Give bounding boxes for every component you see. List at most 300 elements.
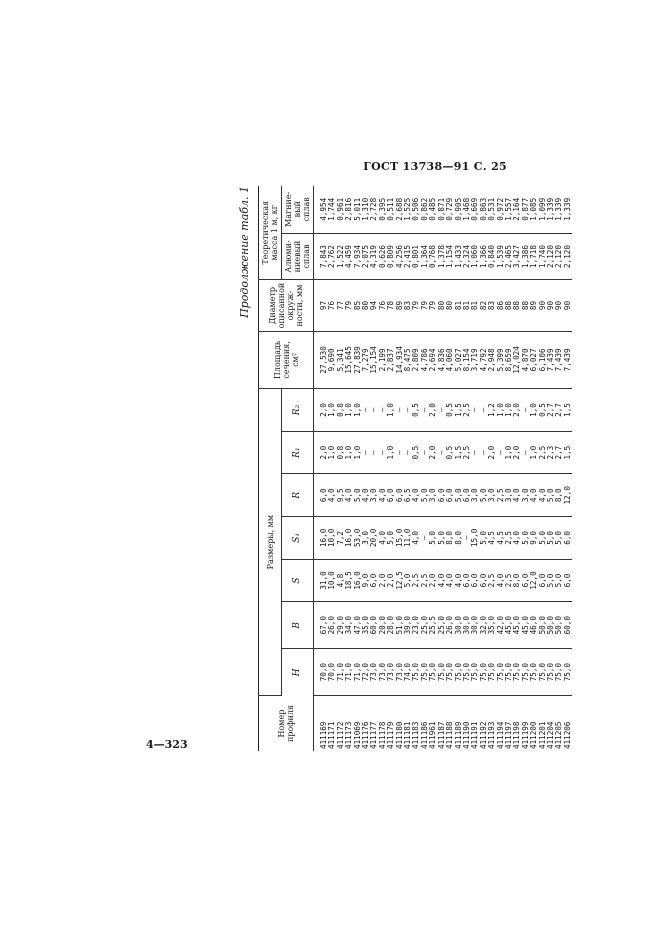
table-cell: 74,0 (404, 649, 412, 696)
table-cell: 75,0 (471, 649, 479, 696)
table-cell: — (522, 431, 530, 474)
table-cell: — (522, 389, 530, 432)
header-s: S (282, 559, 314, 602)
table-cell: 45,0 (513, 602, 521, 649)
table-cell: 12,0 (564, 474, 572, 517)
header-sizes-group: Размеры, мм (259, 389, 282, 696)
table-cell: 90 (539, 280, 547, 331)
table-cell: 71,0 (345, 649, 353, 696)
table-cell: 10,0 (328, 559, 336, 602)
table-cell: 411204 (545, 721, 555, 749)
table-cell: 1,378 (438, 233, 446, 280)
table-cell: 8,0 (555, 474, 563, 517)
table-cell: 2,5 (463, 389, 471, 432)
table-cell: 73,0 (370, 649, 378, 696)
table-cell: 86 (497, 280, 505, 331)
header-b: B (282, 602, 314, 649)
table-cell: 6,0 (438, 474, 446, 517)
table-cell: 6,106 (539, 331, 547, 389)
table-cell: 0,809 (387, 233, 395, 280)
table-cell: 7,439 (547, 331, 555, 389)
table-cell: 15,645 (345, 331, 353, 389)
header-diameter: Диаметр описанной окруж-ности, мм (259, 280, 314, 331)
table-cell: 4,8 (337, 559, 345, 602)
table-cell: 8,475 (404, 331, 412, 389)
table-cell: 11,0 (404, 517, 412, 560)
table-cell: 4,5 (497, 517, 505, 560)
table-cell: 1,0 (497, 389, 505, 432)
table-cell: 26,0 (328, 602, 336, 649)
table-cell: 0,5 (446, 431, 454, 474)
table-cell: 4,0 (362, 474, 370, 517)
table-cell: 0,871 (438, 186, 446, 233)
rotated-table-block (238, 186, 572, 751)
table-cell: 0,877 (522, 186, 530, 233)
table-cell: 1,0 (505, 431, 513, 474)
table-cell: 90 (564, 280, 572, 331)
profile-table (258, 186, 572, 751)
header-mass-group: Теоретическая масса 1 м, кг (259, 186, 282, 280)
table-cell: 75,0 (555, 649, 563, 696)
table-cell: 1,0 (328, 389, 336, 432)
table-cell: 79 (421, 280, 429, 331)
table-cell: 4,060 (446, 331, 454, 389)
table-cell: 88 (513, 280, 521, 331)
table-cell: 4,0 (446, 559, 454, 602)
table-cell: 411199 (520, 721, 530, 749)
table-cell: 47,0 (354, 602, 362, 649)
table-cell: 16,0 (354, 559, 362, 602)
table-cell: 75,0 (530, 649, 538, 696)
table-cell: 0,801 (412, 233, 420, 280)
table-cell: 3,0 (362, 517, 370, 560)
table-cell: — (471, 431, 479, 474)
header-aluminium: Алюми-ниевый сплав (282, 233, 314, 280)
table-cell: 0,5 (539, 389, 547, 432)
table-cell: 83 (488, 280, 496, 331)
table-cell: 20,0 (379, 602, 387, 649)
table-cell: 29,0 (337, 602, 345, 649)
table-cell: 0,840 (488, 233, 496, 280)
header-magnesium: Магние-вый сплав (282, 186, 314, 233)
table-cell: 27,530 (314, 331, 329, 389)
table-cell: 0,506 (412, 186, 420, 233)
table-cell: 1,0 (530, 389, 538, 432)
table-cell: 6,5 (404, 474, 412, 517)
table-cell: 2,7 (555, 431, 563, 474)
table-cell: 4,319 (370, 233, 378, 280)
table-cell: 28,0 (387, 602, 395, 649)
table-cell: 6,0 (471, 559, 479, 602)
table-cell: 50,0 (555, 602, 563, 649)
table-cell: 2,3 (547, 431, 555, 474)
table-cell: — (480, 431, 488, 474)
table-cell: 80 (438, 280, 446, 331)
table-cell: 1,525 (404, 186, 412, 233)
table-cell: 4,256 (396, 233, 404, 280)
table-cell: 72,0 (362, 649, 370, 696)
table-cell: 0,961 (337, 186, 345, 233)
table-cell: 30,0 (455, 602, 463, 649)
table-cell: 25,0 (421, 602, 429, 649)
table-cell: 75,0 (539, 649, 547, 696)
table-cell: 8,0 (513, 559, 521, 602)
table-cell: 2,415 (404, 233, 412, 280)
table-cell: 75,0 (513, 649, 521, 696)
table-cell: 6,0 (446, 474, 454, 517)
table-cell: 1,339 (555, 186, 563, 233)
table-cell: 51,0 (396, 602, 404, 649)
table-cell: 1,154 (446, 233, 454, 280)
table-cell: 1,0 (530, 431, 538, 474)
table-cell: 2,837 (387, 331, 395, 389)
table-cell: — (438, 431, 446, 474)
table-cell: 81 (455, 280, 463, 331)
table-cell: 411172 (335, 721, 345, 749)
table-cell: 80 (446, 280, 454, 331)
table-cell: 1,0 (345, 389, 353, 432)
table-cell: 83 (404, 280, 412, 331)
table-cell: 411180 (394, 721, 404, 749)
table-cell: 4,5 (488, 517, 496, 560)
table-cell: 75,0 (564, 649, 572, 696)
table-cell: — (463, 517, 471, 560)
table-cell: 89 (396, 280, 404, 331)
table-cell: 73,0 (396, 649, 404, 696)
table-cell: 1,0 (354, 389, 362, 432)
table-cell: 2,5 (463, 431, 471, 474)
table-cell: 4,0 (379, 517, 387, 560)
table-cell: 88 (505, 280, 513, 331)
table-cell: 2,0 (429, 559, 437, 602)
table-cell: 1,099 (539, 186, 547, 233)
table-cell: 30,0 (463, 602, 471, 649)
table-cell: 2,120 (564, 233, 572, 280)
table-cell: 1,2 (488, 389, 496, 432)
table-cell: 23,0 (412, 602, 420, 649)
table-caption: Продолжение табл. 1 (238, 186, 251, 318)
table-cell: 8,659 (505, 331, 513, 389)
table-cell: — (370, 389, 378, 432)
table-cell: 1,740 (539, 233, 547, 280)
table-cell: 4,954 (314, 186, 329, 233)
table-cell: 75,0 (455, 649, 463, 696)
table-cell: 411179 (386, 721, 396, 749)
table-cell: 90 (555, 280, 563, 331)
table-cell: 1,0 (387, 389, 395, 432)
table-cell: 5,011 (354, 186, 362, 233)
table-cell: 42,0 (497, 602, 505, 649)
table-cell: 2,809 (412, 331, 420, 389)
table-cell: 4,0 (345, 474, 353, 517)
table-cell: 75,0 (438, 649, 446, 696)
table-cell: 12,5 (396, 559, 404, 602)
table-cell: 1,5 (564, 389, 572, 432)
table-cell: 53,0 (354, 517, 362, 560)
table-cell: 1,0 (328, 431, 336, 474)
table-cell: 75,0 (421, 649, 429, 696)
table-cell: 75,0 (480, 649, 488, 696)
table-cell: 411181 (403, 721, 413, 749)
table-cell: 4,836 (438, 331, 446, 389)
table-cell: 1,310 (362, 186, 370, 233)
table-cell: 39,0 (404, 602, 412, 649)
table-cell: 2,5 (505, 517, 513, 560)
table-cell: 1,468 (463, 186, 471, 233)
table-cell: 0,729 (446, 186, 454, 233)
table-cell: 5,0 (354, 474, 362, 517)
table-cell: 0,905 (455, 186, 463, 233)
table-cell: 4,0 (412, 517, 420, 560)
table-cell: 77 (337, 280, 345, 331)
header-r1: R₁ (282, 431, 314, 474)
table-cell: 5,0 (555, 517, 563, 560)
table-cell: 6,0 (564, 517, 572, 560)
table-cell: 411186 (419, 721, 429, 749)
table-cell: 6,0 (463, 559, 471, 602)
table-cell: 1,339 (547, 186, 555, 233)
table-cell: 35,0 (488, 602, 496, 649)
table-cell: 2,324 (463, 233, 471, 280)
table-cell: 0,669 (471, 186, 479, 233)
table-cell: 3,0 (488, 474, 496, 517)
table-cell: 3,0 (522, 474, 530, 517)
table-cell: 6,0 (522, 559, 530, 602)
table-cell: 26,0 (446, 602, 454, 649)
table-cell: 70,0 (314, 649, 329, 696)
table-cell: — (438, 389, 446, 432)
table-cell: 0,5 (412, 431, 420, 474)
table-cell: 5,0 (480, 474, 488, 517)
table-cell: 45,0 (505, 602, 513, 649)
table-cell: — (471, 389, 479, 432)
table-cell: 50,0 (547, 602, 555, 649)
table-cell: 5,0 (455, 474, 463, 517)
table-row (564, 186, 572, 751)
table-cell: 4,0 (412, 474, 420, 517)
table-cell: 4,792 (480, 331, 488, 389)
table-cell: 20,0 (370, 517, 378, 560)
header-s1: S₁ (282, 517, 314, 560)
table-cell: 2,694 (429, 331, 437, 389)
table-cell: 6,0 (387, 474, 395, 517)
table-cell: 411189 (453, 721, 463, 749)
table-cell: 1,386 (522, 233, 530, 280)
table-cell: 411176 (361, 721, 371, 749)
table-cell: 1,557 (505, 186, 513, 233)
table-cell: 6,0 (480, 559, 488, 602)
standard-header: ГОСТ 13738—91 С. 25 (363, 160, 507, 173)
table-cell: 2,164 (513, 186, 521, 233)
header-r2: R₂ (282, 389, 314, 432)
table-cell: 5,341 (337, 331, 345, 389)
table-cell: 4,0 (455, 559, 463, 602)
table-cell: 73,0 (379, 649, 387, 696)
table-cell: 1,5 (564, 431, 572, 474)
table-cell: 411069 (352, 721, 362, 749)
table-cell: 2,762 (328, 233, 336, 280)
table-cell: 60,0 (564, 602, 572, 649)
table-cell: 5,0 (555, 559, 563, 602)
table-cell: 0,395 (379, 186, 387, 233)
table-cell: 27,839 (354, 331, 362, 389)
table-cell: 2,5 (421, 559, 429, 602)
table-cell: 10,0 (328, 517, 336, 560)
table-cell: — (362, 431, 370, 474)
table-cell: 9,0 (362, 559, 370, 602)
table-cell: 411183 (411, 721, 421, 749)
table-cell: 75,0 (522, 649, 530, 696)
table-cell: 75,0 (497, 649, 505, 696)
table-cell: 50,0 (539, 602, 547, 649)
table-cell: 1,060 (471, 233, 479, 280)
table-cell: 0,531 (488, 186, 496, 233)
table-cell: 89 (530, 280, 538, 331)
table-cell: 3,0 (429, 474, 437, 517)
table-cell: — (421, 389, 429, 432)
table-cell: 0,5 (412, 389, 420, 432)
table-cell: — (480, 389, 488, 432)
table-cell: 6,0 (564, 559, 572, 602)
table-cell: 5,0 (429, 517, 437, 560)
table-cell: 2,0 (488, 431, 496, 474)
table-cell: 1,718 (530, 233, 538, 280)
table-cell: 5,0 (480, 517, 488, 560)
table-cell: 75,0 (446, 649, 454, 696)
table-cell: 2,5 (488, 559, 496, 602)
header-h: H (282, 649, 314, 696)
table-cell: 15,0 (471, 517, 479, 560)
table-cell: 16,0 (345, 517, 353, 560)
table-cell: 12,0 (530, 559, 538, 602)
table-cell: 75,0 (547, 649, 555, 696)
table-cell: 2,7 (547, 389, 555, 432)
table-cell: 3,0 (471, 474, 479, 517)
table-cell: 75,0 (429, 649, 437, 696)
table-cell: 60,0 (370, 602, 378, 649)
table-cell: 3,0 (505, 474, 513, 517)
table-cell: 71,0 (354, 649, 362, 696)
table-cell: 0,862 (421, 186, 429, 233)
table-cell: 76 (328, 280, 336, 331)
table-cell: 5,0 (539, 517, 547, 560)
table-cell: 35,0 (362, 602, 370, 649)
table-cell: 8,0 (455, 517, 463, 560)
table-cell: 0,511 (387, 186, 395, 233)
table-cell: 75,0 (505, 649, 513, 696)
table-cell: 1,085 (530, 186, 538, 233)
table-cell: 9,690 (328, 331, 336, 389)
table-cell: 6,0 (539, 559, 547, 602)
table-cell: 2,0 (387, 559, 395, 602)
table-cell: 3,427 (513, 233, 521, 280)
table-cell: 79 (345, 280, 353, 331)
table-cell: 45,0 (522, 602, 530, 649)
table-cell: 0,8 (337, 389, 345, 432)
table-cell: 79 (412, 280, 420, 331)
table-cell: 4,459 (345, 233, 353, 280)
table-cell: 3,0 (370, 474, 378, 517)
table-cell: 2,5 (539, 431, 547, 474)
table-cell: 1,5 (455, 389, 463, 432)
table-cell: 9,0 (530, 517, 538, 560)
table-cell: 2,948 (488, 331, 496, 389)
table-cell: 5,399 (497, 331, 505, 389)
table-cell: 2,199 (379, 331, 387, 389)
table-cell: 6,0 (463, 474, 471, 517)
table-cell: 70,0 (328, 649, 336, 696)
table-cell: 0,626 (379, 233, 387, 280)
header-profile-number: Номер профиля (259, 696, 314, 751)
table-cell: 411200 (529, 721, 539, 749)
table-cell: 2,0 (314, 389, 329, 432)
table-cell: 9,5 (337, 474, 345, 517)
table-cell: 30,0 (471, 602, 479, 649)
table-cell: 4,0 (513, 474, 521, 517)
table-cell: 2,0 (314, 431, 329, 474)
table-cell: — (497, 431, 505, 474)
table-cell: 5,0 (522, 517, 530, 560)
table-cell: 2,465 (505, 233, 513, 280)
table-cell: 75,0 (488, 649, 496, 696)
table-cell: 2,7 (555, 389, 563, 432)
table-row (314, 186, 329, 751)
table-cell: 0,768 (429, 233, 437, 280)
table-cell: 5,0 (404, 559, 412, 602)
table-cell: 18,5 (345, 559, 353, 602)
table-cell: 5,027 (455, 331, 463, 389)
header-area: Площадь сечения, см² (259, 331, 314, 389)
table-cell: 4,0 (379, 474, 387, 517)
table-cell: 7,439 (564, 331, 572, 389)
table-cell: 2,0 (379, 559, 387, 602)
table-cell: 3,719 (471, 331, 479, 389)
page-code: 4—323 (146, 738, 188, 751)
table-cell: 411192 (478, 721, 488, 749)
table-cell: — (379, 389, 387, 432)
table-cell: 4,0 (438, 559, 446, 602)
table-cell: 411190 (461, 721, 471, 749)
table-cell: 90 (547, 280, 555, 331)
table-cell: 1,339 (564, 186, 572, 233)
table-cell: 411188 (445, 721, 455, 749)
table-cell: 1,5 (455, 431, 463, 474)
table-cell: 411191 (470, 721, 480, 749)
table-cell: 0,5 (446, 389, 454, 432)
table-cell: 7,439 (555, 331, 563, 389)
table-cell: 71,0 (337, 649, 345, 696)
table-cell: 7,934 (354, 233, 362, 280)
table-cell: 1,0 (387, 431, 395, 474)
table-cell: 1,0 (345, 431, 353, 474)
table-cell: 4,786 (421, 331, 429, 389)
table-cell: 67,0 (314, 602, 329, 649)
table-cell: 25,0 (438, 602, 446, 649)
table-cell: 76 (379, 280, 387, 331)
table-cell: — (396, 389, 404, 432)
table-cell: — (404, 431, 412, 474)
table-cell: — (362, 389, 370, 432)
table-cell: 411187 (436, 721, 446, 749)
table-cell: 14,934 (396, 331, 404, 389)
table-cell: 4,0 (328, 474, 336, 517)
table-cell: 2,728 (370, 186, 378, 233)
table-cell: — (421, 517, 429, 560)
table-cell: 411201 (537, 721, 547, 749)
table-cell: 5,0 (547, 559, 555, 602)
table-cell: 32,0 (480, 602, 488, 649)
table-cell: 5,0 (438, 517, 446, 560)
